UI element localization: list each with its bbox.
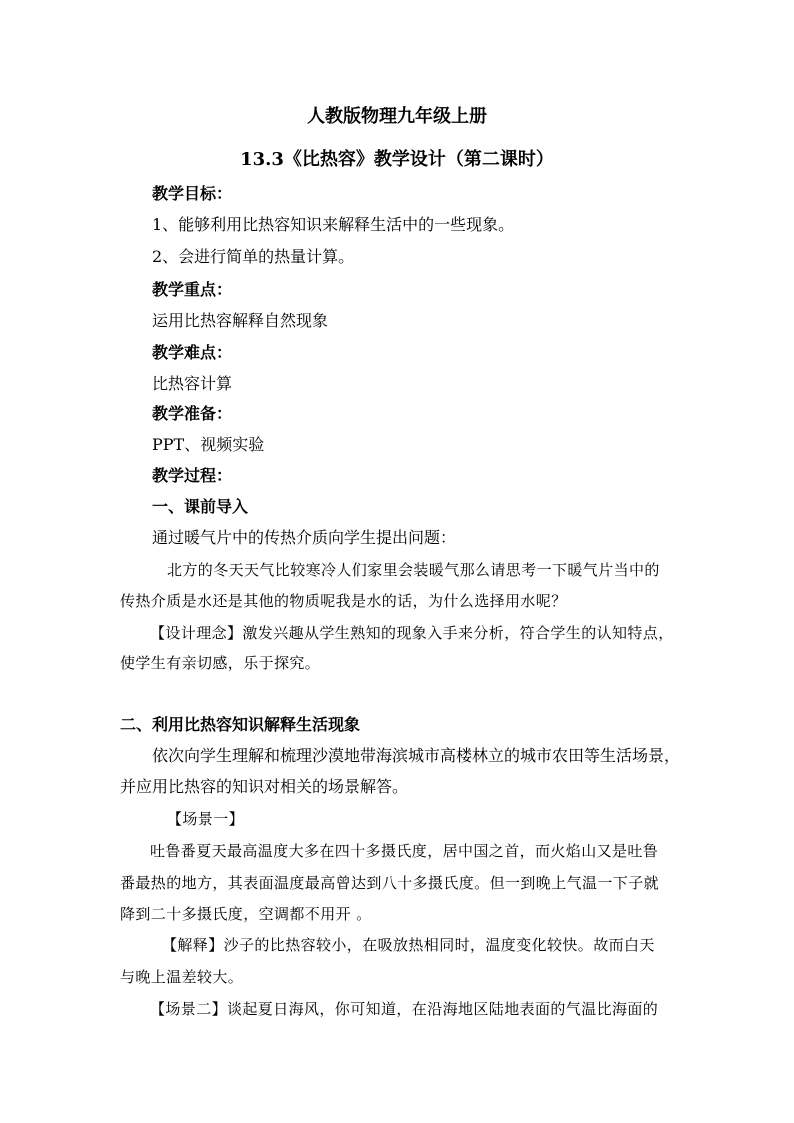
objective-1: 1、能够利用比热容知识来解释生活中的一些现象。: [152, 215, 515, 234]
document-title: 人教版物理九年级上册: [307, 106, 487, 127]
section2-intro-line2: 并应用比热容的知识对相关的场景解答。: [120, 777, 409, 796]
scene1-line3: 降到二十多摄氏度，空调都不用开 。: [120, 905, 372, 923]
section2-heading: 二、利用比热容知识解释生活现象: [120, 715, 361, 734]
difficulty-heading: 教学难点：: [152, 343, 233, 362]
scene2-line1: 【场景二】谈起夏日海风，你可知道，在沿海地区陆地表面的气温比海面的: [150, 1000, 659, 1018]
scene1-line1: 吐鲁番夏天最高温度大多在四十多摄氏度，居中国之首，而火焰山又是吐鲁: [150, 842, 659, 860]
section1-design-line1: 【设计理念】激发兴趣从学生熟知的现象入手来分析，符合学生的认知特点，: [150, 624, 674, 642]
preparation-text: PPT、视频实验: [152, 435, 265, 454]
document-subtitle: 13.3《比热容》教学设计（第二课时）: [240, 149, 554, 170]
section1-intro: 通过暖气片中的传热介质向学生提出问题：: [152, 528, 457, 547]
explain-line1: 【解释】沙子的比热容较小，在吸放热相同时，温度变化较快。故而白天: [162, 936, 655, 954]
keypoints-text: 运用比热容解释自然现象: [152, 311, 329, 330]
scene1-label: 【场景一】: [167, 810, 245, 828]
section1-question-line2: 传热介质是水还是其他的物质呢我是水的话，为什么选择用水呢？: [120, 592, 567, 610]
section1-heading: 一、课前导入: [152, 497, 249, 516]
scene1-line2: 番最热的地方，其表面温度最高曾达到八十多摄氏度。但一到晚上气温一下子就: [120, 874, 660, 892]
objectives-heading: 教学目标：: [152, 184, 233, 203]
explain-line2: 与晚上温差较大。: [120, 968, 244, 986]
section2-intro-line1: 依次向学生理解和梳理沙漠地带海滨城市高楼林立的城市农田等生活场景，: [152, 746, 681, 765]
keypoints-heading: 教学重点：: [152, 280, 233, 299]
process-heading: 教学过程：: [152, 466, 233, 485]
section1-question-line1: 北方的冬天天气比较寒冷人们家里会装暖气那么请思考一下暖气片当中的: [167, 561, 660, 579]
preparation-heading: 教学准备：: [152, 404, 233, 423]
section1-design-line2: 使学生有亲切感，乐于探究。: [120, 654, 321, 672]
objective-2: 2、会进行简单的热量计算。: [152, 247, 355, 266]
difficulty-text: 比热容计算: [152, 374, 233, 393]
